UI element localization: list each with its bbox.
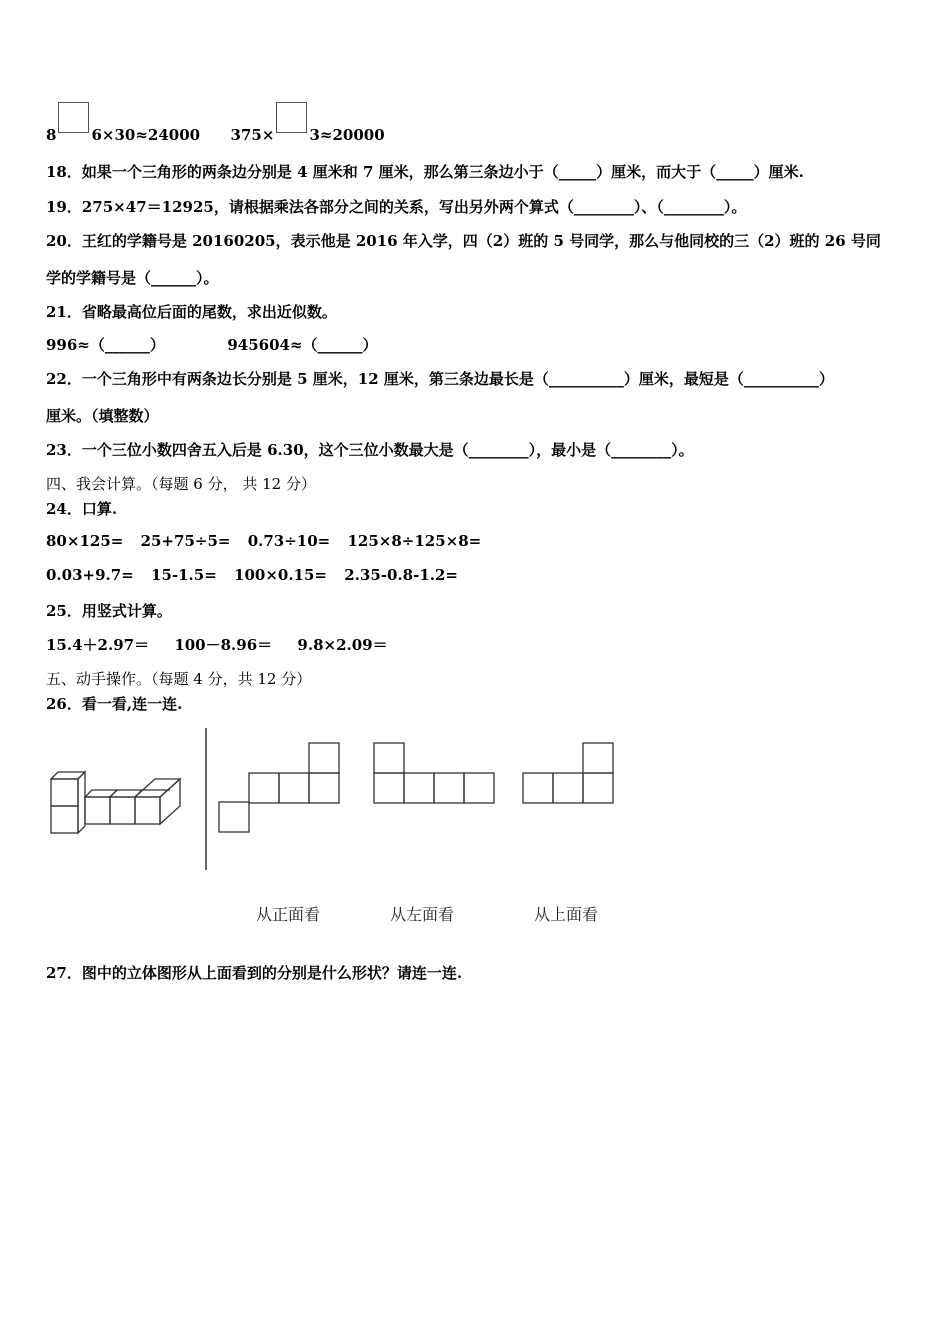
question-22-line1: 22．一个三角形中有两条边长分别是 5 厘米，12 厘米，第三条边最长是（__________）厘米，最短是（__________） bbox=[46, 370, 834, 388]
view-shape-3[interactable] bbox=[523, 743, 613, 803]
q21-item-1: 996≈（______） bbox=[46, 336, 165, 354]
q21-item-2: 945604≈（______） bbox=[227, 336, 378, 354]
calc-item: 0.03+9.7= bbox=[46, 566, 134, 584]
calc-item: 15.4＋2.97＝ bbox=[46, 636, 150, 654]
calc-item: 0.73÷10= bbox=[247, 532, 331, 550]
question-20-line2: 学的学籍号是（______）。 bbox=[46, 269, 219, 287]
view-shape-1[interactable] bbox=[219, 743, 339, 832]
question-19: 19．275×47＝12925，请根据乘法各部分之间的关系，写出另外两个算式（________）、（________）。 bbox=[46, 198, 747, 216]
calc-item: 125×8÷125×8= bbox=[347, 532, 482, 550]
calc-item: 100－8.96＝ bbox=[174, 636, 273, 654]
question-20-line1: 20．王红的学籍号是 20160205，表示他是 2016 年入学，四（2）班的 5 号同学，那么与他同校的三（2）班的 26 号同 bbox=[46, 232, 881, 250]
question-21: 21．省略最高位后面的尾数，求出近似数。 bbox=[46, 303, 337, 321]
question-18: 18．如果一个三角形的两条边分别是 4 厘米和 7 厘米，那么第三条边小于（_____）厘米，而大于（_____）厘米. bbox=[46, 163, 804, 181]
calc-item: 25+75÷5= bbox=[140, 532, 231, 550]
calc-item: 100×0.15= bbox=[234, 566, 327, 584]
calc-item: 15-1.5= bbox=[151, 566, 217, 584]
question-25: 25．用竖式计算。 bbox=[46, 602, 172, 620]
q17-part1-a: 8 bbox=[46, 126, 57, 144]
question-23: 23．一个三位小数四舍五入后是 6.30，这个三位小数最大是（________），最小是（________）。 bbox=[46, 441, 694, 459]
section-5-heading: 五、动手操作。（每题 4 分，共 12 分） bbox=[46, 670, 312, 688]
view-label-top[interactable]: 从上面看 bbox=[534, 905, 599, 924]
section-4-heading: 四、我会计算。（每题 6 分， 共 12 分） bbox=[46, 475, 316, 493]
calc-item: 2.35-0.8-1.2= bbox=[344, 566, 458, 584]
view-shape-2[interactable] bbox=[374, 743, 494, 803]
calc-item: 80×125= bbox=[46, 532, 124, 550]
q17-part2-b: 3≈20000 bbox=[309, 126, 385, 144]
question-27: 27．图中的立体图形从上面看到的分别是什么形状？请连一连. bbox=[46, 964, 463, 982]
q17-part1-b: 6×30≈24000 bbox=[91, 126, 201, 144]
view-label-left[interactable]: 从左面看 bbox=[390, 905, 455, 924]
q17-part2-a: 375× bbox=[230, 126, 275, 144]
solid-figure bbox=[51, 772, 180, 833]
question-22-line2: 厘米。（填整数） bbox=[46, 407, 159, 425]
question-24: 24．口算. bbox=[46, 500, 118, 518]
question-26: 26．看一看,连一连. bbox=[46, 695, 183, 713]
calc-item: 9.8×2.09＝ bbox=[297, 636, 388, 654]
view-label-front[interactable]: 从正面看 bbox=[256, 905, 321, 924]
